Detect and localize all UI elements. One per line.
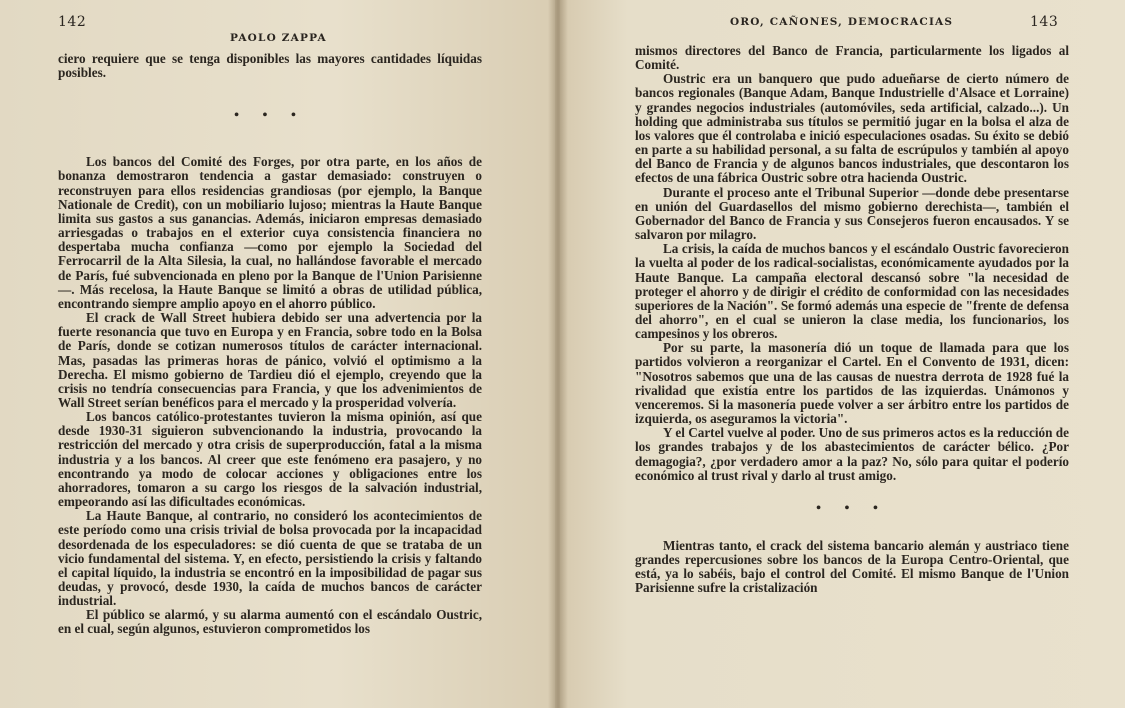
right-text-block [635,44,1069,595]
left-text-block [58,52,482,637]
running-head: PAOLO ZAPPA [230,32,327,44]
paragraph: Los bancos católico-protestantes tuvieron la misma opinión, así que desde 1930-31 siguieron subvencionando la industria, provocando la restricción del mercado y otra crisis de superproducción, fatal a la misma industria y a los bancos. Al creer que este fenómeno era pasajero, y no encontrando ya modo de colocar acciones y obligaciones entre los ahorradores, tomaron a su cargo los riesgos de la salvación industrial, empeorando así las dificultades económicas. [58,409,482,510]
book-gutter [548,0,568,708]
paragraph: Durante el proceso ante el Tribunal Superior —donde debe presentarse en unión del Guardasellos del mismo gobierno derechista—, también el Gobernador del Banco de Francia y sus Consejeros fueron encausados. Y se salvaron por milagro. [635,184,1069,243]
right-page [560,0,1125,708]
paragraph: La Haute Banque, al contrario, no consideró los acontecimientos de este período como una crisis trivial de bolsa provocada por la incapacidad desordenada de los especuladores: se dió cuenta de que se trataba de un vicio fundamental del sistema. Y, en efecto, persistiendo la crisis y faltando el capital líquido, la industria se encontró en la imposibilidad de pagar sus deudas, y provocó, desde 1930, la caída de muchos bancos de carácter industrial. [58,508,482,609]
section-separator: • • • [234,108,306,124]
paragraph: mismos directores del Banco de Francia, particularmente los ligados al Comité. [635,43,1069,73]
paragraph: Los bancos del Comité des Forges, por otra parte, en los años de bonanza demostraron tendencia a gastar demasiado: construyen o reconstruyen para ellos residencias grandiosas (por ejemplo, la Banque Nationale de Credit), con un mobiliario lujoso; mientras la Haute Banque limita sus gastos a sus ganancias. Además, iniciaron empresas demasiado arriesgadas o trabajos en el exterior cuya consistencia financiera no despertaba mucha confianza —como por ejemplo la Sociedad del Ferrocarril de la Alta Silesia, la cual, no hallándose favorable el mercado de París, fué subvencionada en pleno por la Banque de l'Union Parisienne—. Más recelosa, la Haute Banque se limitó a obras de utilidad pública, encontrando siempre amplio apoyo en el ahorro público. [58,154,482,311]
paragraph: La crisis, la caída de muchos bancos y el escándalo Oustric favorecieron la vuelta al poder de los radical-socialistas, económicamente ayudados por la Haute Banque. La campaña electoral descansó sobre "la necesidad de proteger el ahorro y de dirigir el crédito de conformidad con las necesidades superiores de la Nación". Se formó además una especie de "frente de defensa del ahorro", en el cual se unieron la clase media, los funcionarios, los campesinos y los obreros. [635,241,1069,342]
running-head: ORO, CAÑONES, DEMOCRACIAS [730,16,954,28]
left-page [0,0,555,708]
paragraph: Oustric era un banquero que pudo adueñarse de cierto número de bancos regionales (Banque Adam, Banque Industrielle d'Alsace et Lorraine) y grandes negocios industriales (automóviles, seda artificial, calzado...). Un holding que administraba sus títulos se permitió jugar en la bolsa el alza de los valores que él controlaba e inició especulaciones osadas. Su éxito se debió en parte a su habilidad personal, a su falta de escrúpulos y también al apoyo del Banco de Francia y de algunos bancos industriales, que descontaron los efectos de una fábrica Oustric sobre otra hacienda Oustric. [635,71,1069,186]
paragraph: El público se alarmó, y su alarma aumentó con el escándalo Oustric, en el cual, según algunos, estuvieron comprometidos los [58,607,482,637]
section-separator: • • • [816,500,888,516]
paragraph: Por su parte, la masonería dió un toque de llamada para que los partidos volvieron a reorganizar el Cartel. En el Convento de 1931, dicen: "Nosotros sabemos que una de las causas de nuestra derrota de 1928 fué la rivalidad que existía entre los partidos de las izquierdas. Unámonos y venceremos. Si la masonería puede volver a ser árbitro entre los partidos de izquierda, os aseguramos la victoria". [635,340,1069,427]
paragraph: Y el Cartel vuelve al poder. Uno de sus primeros actos es la reducción de los grandes trabajos y de los abastecimientos de carácter bélico. ¿Por demagogia?, ¿por verdadero amor a la paz? No, sólo para quitar el poderío económico al trust rival y darlo al trust amigo. [635,425,1069,483]
paragraph: Mientras tanto, el crack del sistema bancario alemán y austriaco tiene grandes repercusiones sobre los bancos de la Europa Centro-Oriental, que está, ya lo sabéis, bajo el control del Comité. El mismo Banque de l'Union Parisienne sufre la cristalización [635,537,1069,596]
page-number: 143 [1030,14,1059,30]
paragraph: ciero requiere que se tenga disponibles las mayores cantidades líquidas posibles. [58,51,482,81]
paragraph: El crack de Wall Street hubiera debido ser una advertencia por la fuerte resonancia que tuvo en Europa y en Francia, sobre todo en la Bolsa de París, donde se cotizan numerosos títulos de carácter internacional. Mas, pasadas las primeras horas de pánico, volvió el optimismo a la Derecha. El mismo gobierno de Tardieu dió el ejemplo, creyendo que la crisis no tendría consecuencias para Francia, y que los advenimientos de Wall Street serían benéficos para el mercado y la prosperidad volvería. [58,310,482,410]
page-number: 142 [58,14,87,30]
